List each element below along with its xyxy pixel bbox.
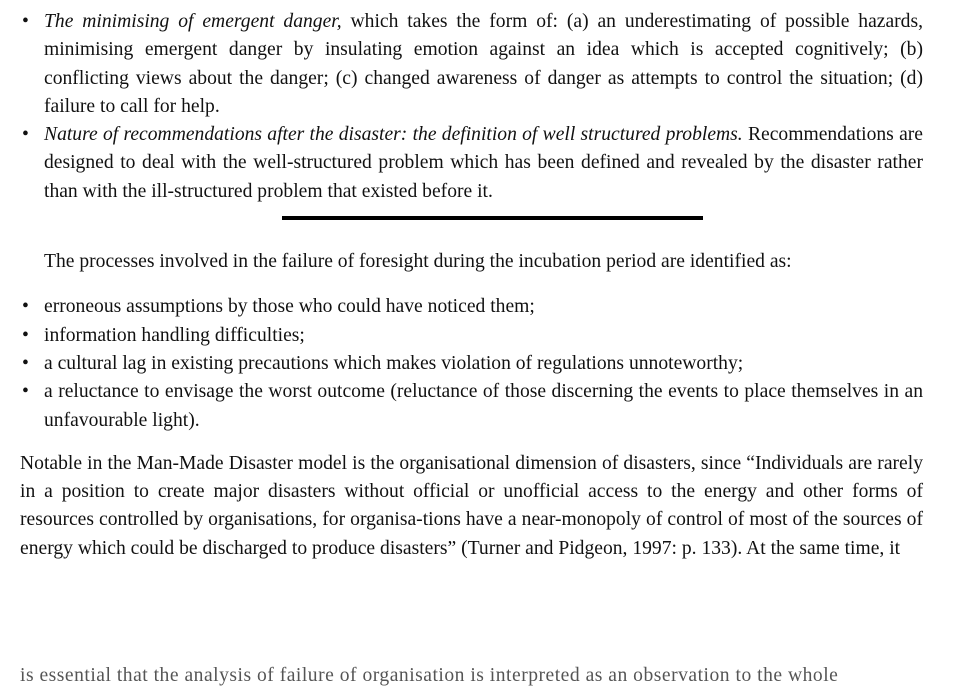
intro-paragraph: The processes involved in the failure of foresight during the incubation period are identified as: [44, 251, 792, 273]
bullet-icon: • [22, 352, 29, 374]
list-item-text: a reluctance to envisage the worst outcome (reluctance of those discerning the events to place themselves in an unfavourable light). [44, 381, 923, 431]
list-item [20, 322, 923, 350]
bullet-lead: Nature of recommendations after the disaster: the definition of well structured problems. [44, 124, 743, 146]
closing-paragraph: Notable in the Man-Made Disaster model is the organisational dimension of disasters, since “Individuals are rarely in a position to create major disasters without official or unofficial access to the energy and other forms of resources controlled by organisations, for organisa-tions have a near-monopoly of control of most of the sources of energy which could be discharged to produce disasters” (Turner and Pidgeon, 1997: p. 133). At the same time, it [20, 452, 923, 559]
bullet-icon: • [22, 296, 29, 318]
section-divider [282, 216, 703, 220]
list-item-text: erroneous assumptions by those who could have noticed them; [44, 296, 535, 318]
bullet-icon: • [22, 381, 29, 403]
list-item [20, 350, 923, 378]
bullet-lead: The minimising of emergent danger, [44, 11, 342, 32]
list-item [20, 8, 923, 121]
hazard-bullet-list [20, 8, 923, 206]
list-item [20, 121, 923, 206]
bullet-body: which takes the form of: (a) an underestimating of possible hazards, minimising emergent danger by insulating emotion against an idea which is accepted cognitively; (b) conflicting views about the danger; (c) changed awareness of danger as attempts to control the situation; (d) failure to call for help. [44, 11, 924, 117]
list-item [20, 293, 923, 321]
bullet-icon: • [22, 324, 29, 346]
clipped-line-text: is essential that the analysis of failure of organisation is interpreted as an observation to the whole [20, 665, 839, 686]
list-item [20, 378, 923, 435]
list-item-text: a cultural lag in existing precautions which makes violation of regulations unnoteworthy; [44, 352, 744, 374]
bullet-body: Recommendations are designed to deal with the well-structured problem which has been defined and revealed by the disaster rather than with the ill-structured problem that existed before it. [44, 124, 923, 202]
process-bullet-list [20, 293, 923, 434]
bullet-icon: • [22, 124, 29, 146]
list-item-text: information handling difficulties; [44, 324, 305, 346]
clipped-text-line [0, 662, 958, 686]
bullet-icon: • [22, 11, 29, 32]
document-page [20, 8, 923, 563]
